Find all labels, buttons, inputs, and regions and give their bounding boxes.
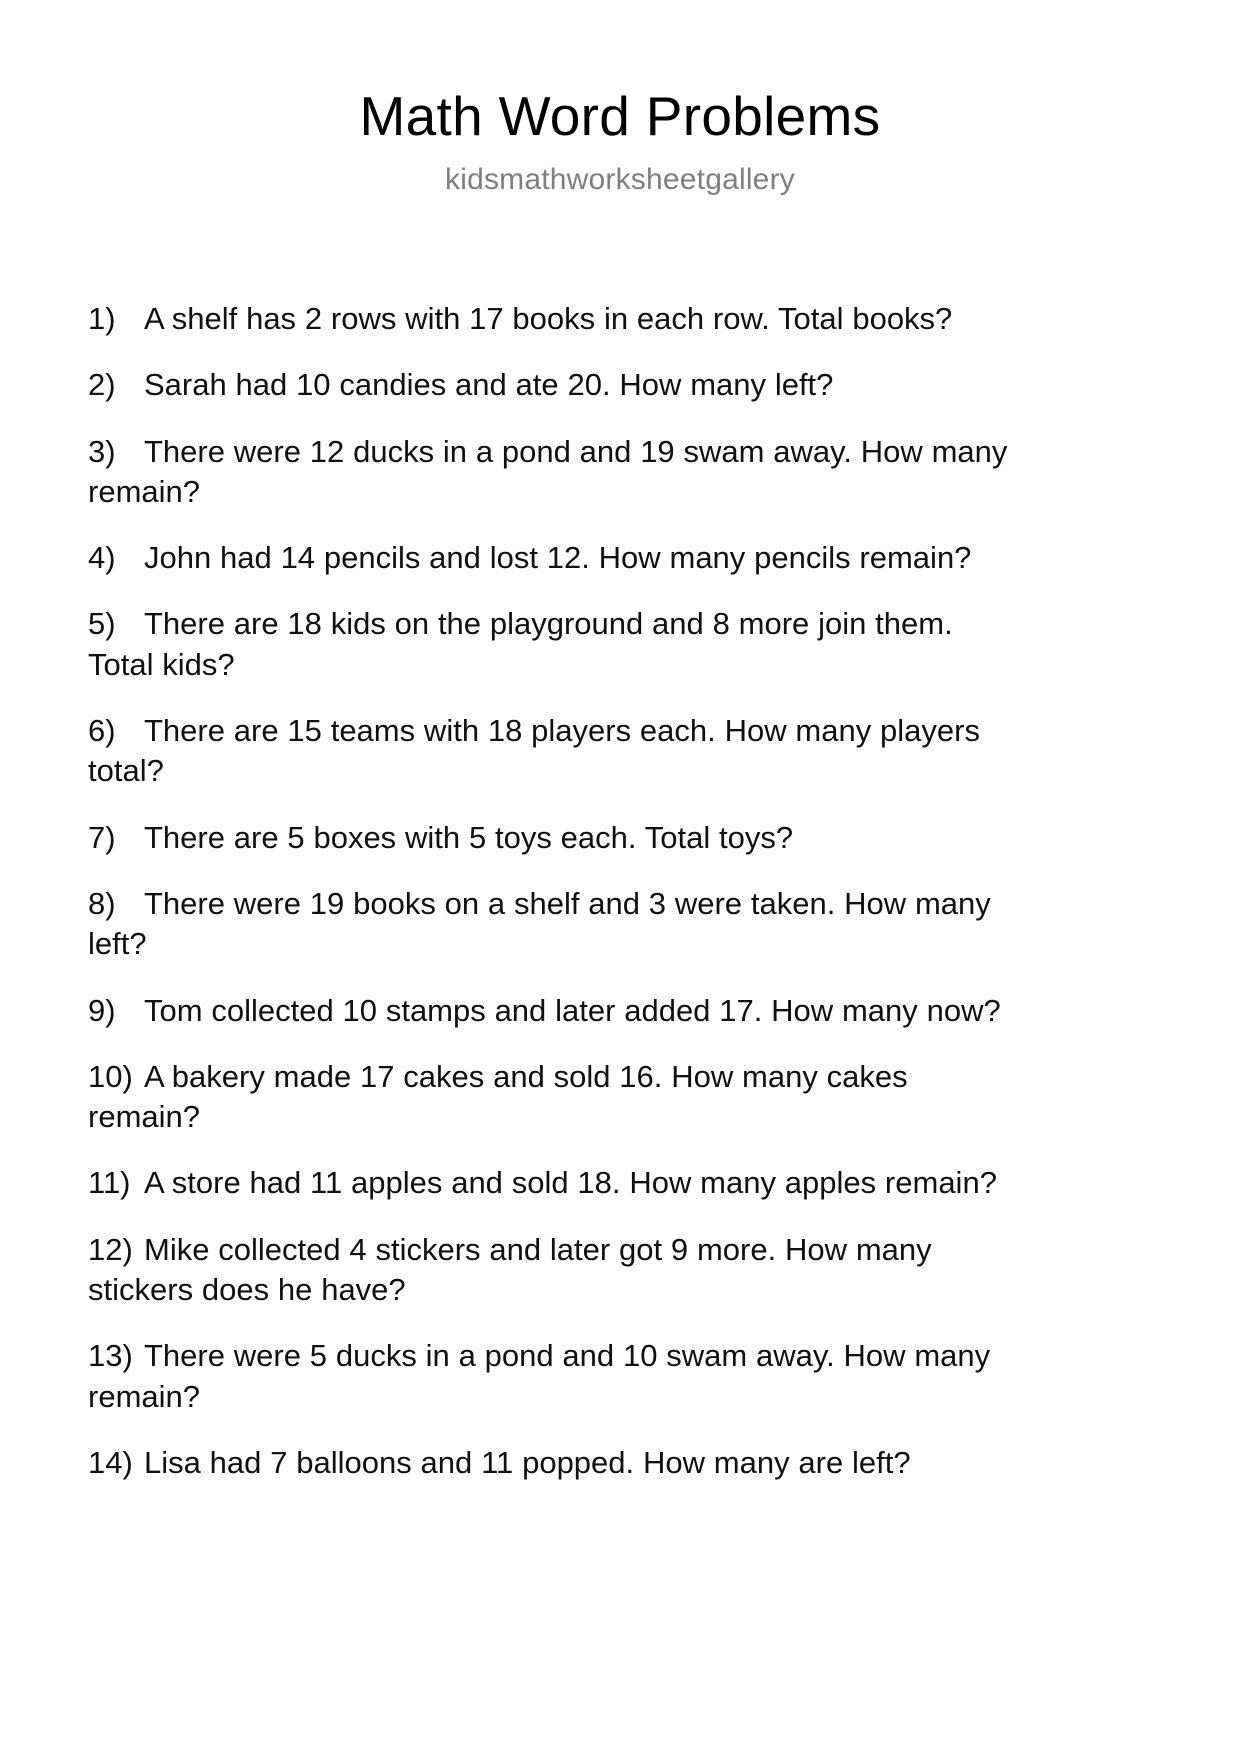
problem-item <box>88 711 1018 792</box>
page-subtitle: kidsmathworksheetgallery <box>445 162 795 196</box>
problem-item <box>88 604 1018 685</box>
problem-number: 8) <box>88 885 116 921</box>
problem-text: There were 12 ducks in a pond and 19 swam away. How many remain? <box>88 433 1008 509</box>
problem-item <box>88 299 1018 339</box>
problem-item <box>88 1230 1018 1311</box>
problem-text: Lisa had 7 balloons and 11 popped. How many are left? <box>144 1444 911 1480</box>
problem-text: Sarah had 10 candies and ate 20. How many left? <box>144 367 834 403</box>
problem-item <box>88 884 1018 965</box>
problem-number: 13) <box>88 1338 133 1374</box>
problem-text: A store had 11 apples and sold 18. How many apples remain? <box>144 1165 997 1201</box>
problem-text: There are 15 teams with 18 players each. How many players total? <box>88 713 980 789</box>
problem-number: 3) <box>88 433 116 469</box>
problem-item <box>88 818 1018 858</box>
problem-text: There were 5 ducks in a pond and 10 swam away. How many remain? <box>88 1338 991 1414</box>
problem-item <box>88 432 1018 513</box>
problem-list <box>88 299 1018 1483</box>
problem-item <box>88 1057 1018 1138</box>
problem-number: 9) <box>88 992 116 1028</box>
problem-text: There are 18 kids on the playground and 8 more join them. Total kids? <box>88 606 953 682</box>
problem-text: There were 19 books on a shelf and 3 were taken. How many left? <box>88 885 991 962</box>
problem-text: Tom collected 10 stamps and later added 17. How many now? <box>144 992 1001 1028</box>
problem-text: A shelf has 2 rows with 17 books in each row. Total books? <box>144 301 953 336</box>
problem-item <box>88 365 1018 405</box>
problem-number: 5) <box>88 606 116 642</box>
problem-number: 2) <box>88 367 116 403</box>
problem-number: 7) <box>88 819 116 855</box>
problem-text: A bakery made 17 cakes and sold 16. How many cakes remain? <box>88 1058 908 1135</box>
problem-number: 12) <box>88 1231 133 1267</box>
problem-number: 14) <box>88 1444 133 1480</box>
problem-item <box>88 538 1018 578</box>
problem-number: 1) <box>88 301 116 336</box>
problem-number: 6) <box>88 713 116 749</box>
problem-item <box>88 1443 1018 1483</box>
problem-text: John had 14 pencils and lost 12. How many pencils remain? <box>144 540 972 576</box>
problem-number: 10) <box>88 1058 133 1094</box>
problem-item <box>88 1336 1018 1417</box>
problem-number: 11) <box>88 1165 131 1201</box>
problem-item <box>88 1163 1018 1203</box>
problem-number: 4) <box>88 540 116 576</box>
problem-item <box>88 991 1018 1031</box>
worksheet-header <box>0 0 1240 196</box>
problem-text: Mike collected 4 stickers and later got 9 more. How many stickers does he have? <box>88 1231 932 1308</box>
page-title: Math Word Problems <box>359 85 881 147</box>
problem-text: There are 5 boxes with 5 toys each. Total toys? <box>144 819 794 855</box>
